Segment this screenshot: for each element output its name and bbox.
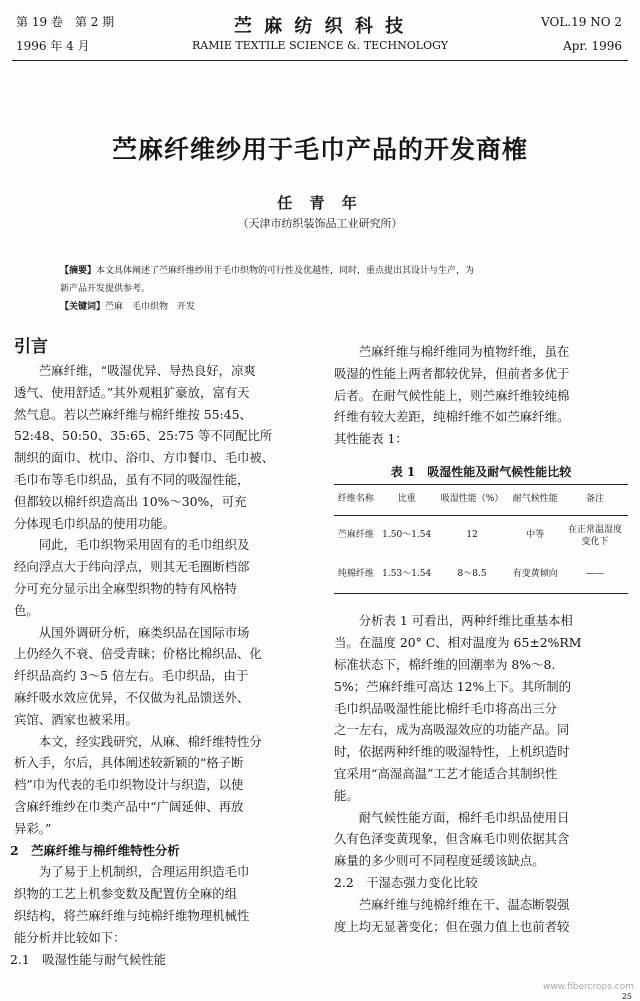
text-line: 后者。在耐气候性能上，则苎麻纤维较纯棉 [334,387,570,403]
table-cell: 8～8.5 [457,568,487,579]
abstract-label: 【摘要】 [60,266,97,276]
date-en-label: Apr. 1996 [563,39,622,53]
text-line: 为了易于上机制织，合理运用织造毛巾 [38,864,250,880]
text-line: 织结构，将苎麻纤维与纯棉纤维物理机械性 [14,907,250,923]
text-line: 52:48、50:50、35:65、25:75 等不同配比所 [14,428,273,444]
text-line: 纤织品高约 3～5 倍左右。毛巾织品，由于 [14,668,249,684]
table-cell: 苎麻纤维 [337,529,374,540]
text-line: 度上均无显著变化；但在强力值上也前者较 [334,918,570,934]
watermark: www.fibercrops.com [543,982,634,992]
text-line: 久有色泽变黄现象，但含麻毛巾则依据其含 [334,831,570,847]
text-line: 然气息。若以苎麻纤维与棉纤维按 55:45、 [14,406,252,422]
right-bottom-body [334,610,628,872]
text-line: 色。 [14,602,39,618]
page-number: 25 [621,992,632,1001]
abstract-line-1: 本文具体阐述了苎麻纤维纱用于毛巾织物的可行性及优越性，同时，重点提出其设计与生产，为 [96,266,475,276]
text-line: 含麻纤维纱在巾类产品中“广阔延伸、再放 [14,798,244,814]
table-cell: 在正常温湿度变化下 [567,524,622,547]
table-body [334,515,628,594]
text-line: 异彩。” [14,820,52,836]
text-line: 麻纤吸水效应优异，不仅做为礼品馈送外、 [14,689,250,705]
text-line: 标准状态下，棉纤维的回潮率为 8%～8. [334,656,556,672]
table-1 [334,484,628,595]
text-line: 同此，毛巾织物采用固有的毛巾组织及 [38,537,250,553]
text-line: 苎麻纤维与棉纤维同为植物纤维，虽在 [358,344,570,359]
text-line: 透气、使用舒适。”其外观粗犷豪放，富有天 [14,384,250,400]
table-row [334,515,628,556]
header-rule [12,60,628,61]
text-line: 从国外调研分析，麻类织品在国际市场 [38,624,250,640]
text-line: 毛巾布等毛巾织品，虽有不同的吸湿性能， [14,471,250,487]
text-line: 吸湿的性能上两者都较优异，但前者多优于 [334,365,570,381]
abstract [60,262,580,316]
text-line: 分体现毛巾织品的使用功能。 [14,515,176,531]
right-top-body [334,341,628,450]
text-line: 耐气候性能方面，棉纤毛巾织品使用日 [358,809,570,825]
table-header-row [334,484,628,515]
intro-heading: 引言 [14,337,48,357]
text-line: 经向浮点大于纬向浮点，则其无毛圈断档部 [14,559,250,575]
text-line: 5%；苎麻纤维可高达 12%上下。其所制的 [334,678,571,694]
journal-title-en: RAMIE TEXTILE SCIENCE &. TECHNOLOGY [192,39,448,52]
left-column [10,334,320,970]
table-cell: 1.50～1.54 [382,529,432,540]
table-cell: 纯棉纤维 [337,568,374,579]
text-line: 宾馆、酒家也被采用。 [14,711,138,727]
issue-label: 第 19 卷 第 2 期 [16,15,115,29]
table-header-cell: 耐气候性能 [512,493,558,504]
table-cell: 12 [466,529,478,540]
table-header-cell: 比重 [397,493,416,504]
text-line: 分析表 1 可看出，两种纤维比重基本相 [358,613,573,629]
text-line: 纤维有较大差距，纯棉纤维不如苎麻纤维。 [334,409,570,425]
section-2-heading: 2 苎麻纤维与棉纤维特性分析 [10,842,180,858]
text-line: 毛巾织品吸湿性能比棉纤毛巾将高出三分 [334,700,558,716]
text-line: 麻量的多少则可不同程度延缓该缺点。 [334,853,545,869]
right-tail-body [334,894,628,938]
table-header-cell: 吸湿性能（%） [440,493,504,504]
text-line: 当。在温度 20° C、相对温度为 65±2%RM [334,635,582,651]
text-line: 能分析并比较如下： [14,929,126,945]
text-line: 宜采用“高湿高温”工艺才能适合其制织性 [334,765,558,781]
article-title: 苎麻纤维纱用于毛巾产品的开发商榷 [111,135,528,164]
date-label: 1996 年 4 月 [16,39,90,53]
text-line: 时，依据两种纤维的吸湿特性，上机织造时 [334,744,570,760]
text-line: 档”巾为代表的毛巾织物设计与织造，以使 [14,777,244,793]
keywords-label: 【关键词】 [60,302,106,312]
table-cell: 1.53～1.54 [382,568,432,579]
table-row [334,556,628,594]
keywords: 苎麻 毛巾织物 开发 [105,302,196,312]
table-cell: 中等 [526,529,545,540]
table-1-title: 表 1 吸湿性能及耐气候性能比较 [390,464,572,479]
table-cell: —— [586,569,604,580]
author-name: 任 青 年 [277,194,363,212]
text-line: 上仍经久不衰、倍受青睐；价格比棉织品、化 [14,646,262,662]
table-header-cell: 备注 [585,493,604,504]
volume-label: VOL.19 NO 2 [541,15,622,29]
text-line: 能。 [334,787,359,803]
section-2-2-heading: 2.2 干湿态强力变化比较 [334,874,478,890]
text-line: 制织的面巾、枕巾、浴巾、方巾餐巾、毛巾被、 [14,450,275,466]
abstract-line-2: 新产品开发提供参考。 [60,284,151,294]
affiliation: （天津市纺织装饰品工业研究所） [237,217,403,230]
table-header-cell: 纤维名称 [337,493,374,504]
text-line: 其性能表 1： [334,431,408,447]
text-line: 织物的工艺上机参变数及配置仿全麻的组 [14,886,238,902]
text-line: 苎麻纤维，“吸湿优异、导热良好，凉爽 [38,363,256,378]
intro-body [14,360,320,840]
right-column [334,341,628,937]
text-line: 析入手，尔后，具体阐述较新颖的“格子断 [14,755,244,771]
section-2-body [14,861,320,948]
text-line: 但都较以棉纤织造高出 10%～30%，可充 [14,493,247,509]
journal-title-cn: 苎 麻 纺 织 科 技 [233,16,407,37]
text-line: 本文，经实践研究，从麻、棉纤维特性分 [38,733,262,749]
text-line: 之一左右，成为高吸湿效应的功能产品。同 [334,722,570,738]
section-2-1-heading: 2.1 吸湿性能与耐气候性能 [10,951,167,967]
text-line: 苎麻纤维与纯棉纤维在干、温态断裂强 [358,896,570,912]
text-line: 分可充分显示出全麻型织物的特有风格特 [14,580,238,596]
table-cell: 有变黄倾向 [512,568,558,579]
